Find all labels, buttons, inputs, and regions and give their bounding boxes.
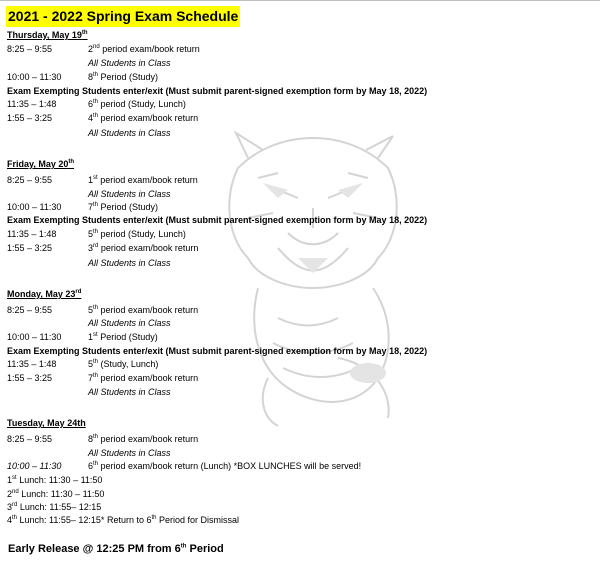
slot-description: 4th period exam/book return	[88, 113, 199, 123]
slot-time: 10:00 – 11:30	[7, 461, 62, 471]
day-heading-suffix: th	[81, 30, 88, 36]
slot-time: 11:35 – 1:48	[7, 229, 57, 239]
day-heading-monday	[7, 288, 81, 300]
exemption-notice: Exam Exempting Students enter/exit (Must submit parent-signed exemption form by May 18, 2022)	[7, 215, 428, 225]
day-heading-suffix: rd	[75, 289, 82, 295]
page-title: 2021 - 2022 Spring Exam Schedule	[6, 6, 240, 27]
slot-note: All Students in Class	[88, 258, 171, 268]
slot-time: 8:25 – 9:55	[7, 175, 53, 185]
slot-description: 6th period exam/book return (Lunch) *BOX LUNCHES will be served!	[88, 461, 362, 471]
slot-note: All Students in Class	[88, 448, 171, 458]
slot-note: All Students in Class	[88, 58, 171, 68]
slot-time: 1:55 – 3:25	[7, 373, 53, 383]
slot-note: All Students in Class	[88, 128, 171, 138]
slot-description: 2nd period exam/book return	[88, 44, 200, 54]
slot-description: 5th period (Study, Lunch)	[88, 229, 186, 239]
slot-description: 3rd period exam/book return	[88, 243, 199, 253]
slot-note: All Students in Class	[88, 387, 171, 397]
slot-description: 1st Period (Study)	[88, 332, 158, 342]
slot-note: All Students in Class	[88, 318, 171, 328]
day-heading-suffix: th	[68, 159, 75, 165]
slot-time: 10:00 – 11:30	[7, 202, 62, 212]
slot-note: All Students in Class	[88, 189, 171, 199]
day-heading-text: Monday, May 23	[7, 289, 76, 299]
lunch-slot: 1st Lunch: 11:30 – 11:50	[7, 475, 103, 485]
day-heading-text: Friday, May 20	[7, 159, 69, 169]
slot-description: 5th (Study, Lunch)	[88, 359, 159, 369]
slot-time: 8:25 – 9:55	[7, 434, 53, 444]
lunch-slot: 2nd Lunch: 11:30 – 11:50	[7, 489, 105, 499]
slot-time: 11:35 – 1:48	[7, 99, 57, 109]
slot-time: 1:55 – 3:25	[7, 113, 53, 123]
lunch-slot: 4th Lunch: 11:55– 12:15* Return to 6th Period for Dismissal	[7, 515, 240, 525]
slot-time: 8:25 – 9:55	[7, 44, 53, 54]
slot-time: 1:55 – 3:25	[7, 243, 53, 253]
day-heading-tuesday: Tuesday, May 24th	[7, 418, 86, 428]
exemption-notice: Exam Exempting Students enter/exit (Must submit parent-signed exemption form by May 18, 2022)	[7, 346, 428, 356]
exemption-notice: Exam Exempting Students enter/exit (Must submit parent-signed exemption form by May 18, 2022)	[7, 86, 428, 96]
slot-description: 5th period exam/book return	[88, 305, 199, 315]
day-heading-friday	[7, 158, 74, 170]
slot-time: 10:00 – 11:30	[7, 72, 62, 82]
slot-description: 6th period (Study, Lunch)	[88, 99, 186, 109]
early-release-notice: Early Release @ 12:25 PM from 6th Period	[8, 543, 224, 555]
slot-time: 10:00 – 11:30	[7, 332, 62, 342]
slot-description: 7th period exam/book return	[88, 373, 199, 383]
day-heading-thursday	[7, 29, 88, 41]
slot-time: 8:25 – 9:55	[7, 305, 53, 315]
slot-description: 7th Period (Study)	[88, 202, 159, 212]
lunch-slot: 3rd Lunch: 11:55– 12:15	[7, 502, 102, 512]
tiger-watermark-icon	[218, 128, 408, 428]
slot-description: 1st period exam/book return	[88, 175, 198, 185]
slot-time: 11:35 – 1:48	[7, 359, 57, 369]
day-heading-text: Thursday, May 19	[7, 30, 82, 40]
slot-description: 8th Period (Study)	[88, 72, 159, 82]
slot-description: 8th period exam/book return	[88, 434, 199, 444]
